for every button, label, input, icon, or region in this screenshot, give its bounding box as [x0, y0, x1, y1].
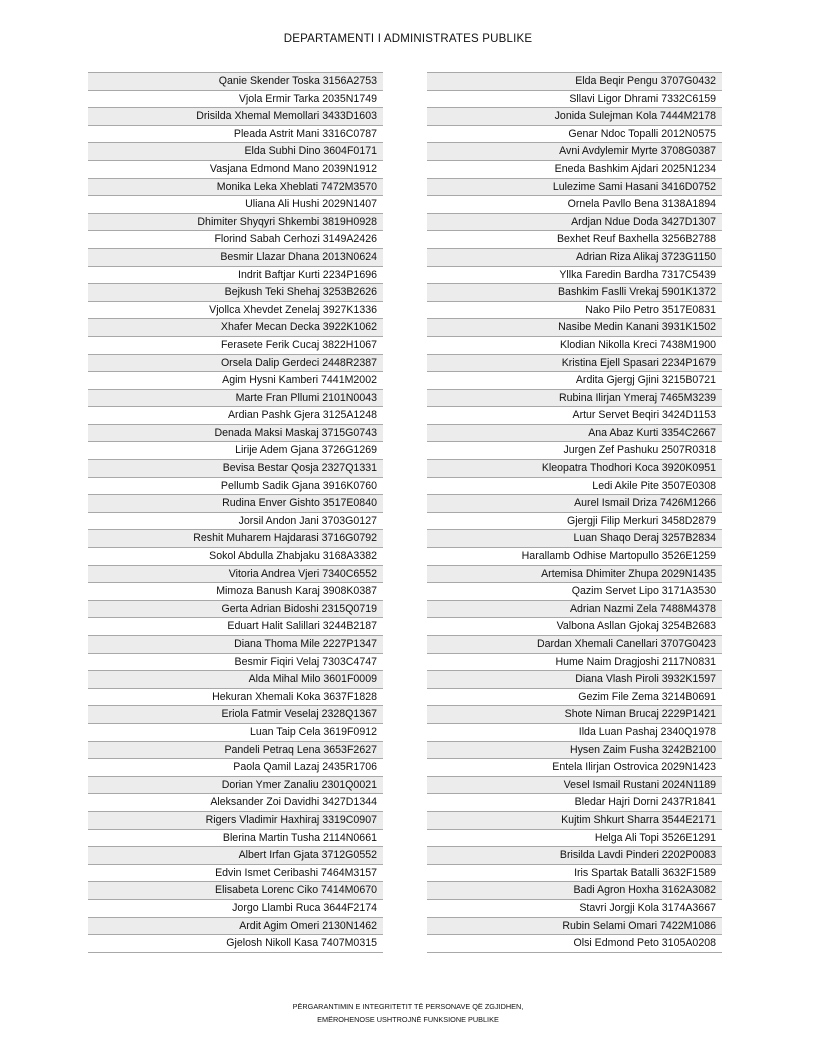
- list-item: Kujtim Shkurt Sharra 3544E2171: [427, 812, 722, 830]
- list-item: Bejkush Teki Shehaj 3253B2626: [88, 284, 383, 302]
- list-item: Diana Vlash Piroli 3932K1597: [427, 671, 722, 689]
- list-item: Dorian Ymer Zanaliu 2301Q0021: [88, 777, 383, 795]
- list-item: Vjola Ermir Tarka 2035N1749: [88, 91, 383, 109]
- list-item: Rigers Vladimir Haxhiraj 3319C0907: [88, 812, 383, 830]
- list-item: Gerta Adrian Bidoshi 2315Q0719: [88, 601, 383, 619]
- list-item: Bledar Hajri Dorni 2437R1841: [427, 794, 722, 812]
- list-item: Ardian Pashk Gjera 3125A1248: [88, 407, 383, 425]
- list-item: Ilda Luan Pashaj 2340Q1978: [427, 724, 722, 742]
- list-item: Ledi Akile Pite 3507E0308: [427, 478, 722, 496]
- list-item: Elda Beqir Pengu 3707G0432: [427, 72, 722, 91]
- list-item: Badi Agron Hoxha 3162A3082: [427, 882, 722, 900]
- list-item: Pleada Astrit Mani 3316C0787: [88, 126, 383, 144]
- list-item: Eduart Halit Salillari 3244B2187: [88, 618, 383, 636]
- left-name-list: [88, 72, 383, 953]
- list-item: Reshit Muharem Hajdarasi 3716G0792: [88, 530, 383, 548]
- list-item: Luan Shaqo Deraj 3257B2834: [427, 530, 722, 548]
- list-item: Adrian Riza Alikaj 3723G1150: [427, 249, 722, 267]
- list-item: Orsela Dalip Gerdeci 2448R2387: [88, 355, 383, 373]
- list-item: Bashkim Faslli Vrekaj 5901K1372: [427, 284, 722, 302]
- list-item: Vjollca Xhevdet Zenelaj 3927K1336: [88, 302, 383, 320]
- list-item: Valbona Asllan Gjokaj 3254B2683: [427, 618, 722, 636]
- list-item: Edvin Ismet Ceribashi 7464M3157: [88, 865, 383, 883]
- list-item: Sllavi Ligor Dhrami 7332C6159: [427, 91, 722, 109]
- list-item: Luan Taip Cela 3619F0912: [88, 724, 383, 742]
- list-item: Ardita Gjergj Gjini 3215B0721: [427, 372, 722, 390]
- list-item: Florind Sabah Cerhozi 3149A2426: [88, 231, 383, 249]
- list-item: Genar Ndoc Topalli 2012N0575: [427, 126, 722, 144]
- page-title: DEPARTAMENTI I ADMINISTRATES PUBLIKE: [283, 33, 533, 45]
- list-item: Hekuran Xhemali Koka 3637F1828: [88, 689, 383, 707]
- right-name-list: [427, 72, 722, 953]
- list-item: Dhimiter Shyqyri Shkembi 3819H0928: [88, 214, 383, 232]
- list-item: Dardan Xhemali Canellari 3707G0423: [427, 636, 722, 654]
- list-item: Aurel Ismail Driza 7426M1266: [427, 495, 722, 513]
- list-item: Entela Ilirjan Ostrovica 2029N1423: [427, 759, 722, 777]
- list-item: Artur Servet Beqiri 3424D1153: [427, 407, 722, 425]
- page-footer: [0, 1000, 816, 1026]
- list-item: Ornela Pavllo Bena 3138A1894: [427, 196, 722, 214]
- list-item: Jurgen Zef Pashuku 2507R0318: [427, 442, 722, 460]
- list-item: Vasjana Edmond Mano 2039N1912: [88, 161, 383, 179]
- list-item: Brisilda Lavdi Pinderi 2202P0083: [427, 847, 722, 865]
- list-item: Drisilda Xhemal Memollari 3433D1603: [88, 108, 383, 126]
- list-item: Klodian Nikolla Kreci 7438M1900: [427, 337, 722, 355]
- list-item: Qazim Servet Lipo 3171A3530: [427, 583, 722, 601]
- list-item: Elisabeta Lorenc Ciko 7414M0670: [88, 882, 383, 900]
- list-item: Stavri Jorgji Kola 3174A3667: [427, 900, 722, 918]
- list-item: Gjelosh Nikoll Kasa 7407M0315: [88, 935, 383, 953]
- list-item: Rubina Ilirjan Ymeraj 7465M3239: [427, 390, 722, 408]
- list-item: Marte Fran Pllumi 2101N0043: [88, 390, 383, 408]
- list-item: Shote Niman Brucaj 2229P1421: [427, 706, 722, 724]
- list-item: Hysen Zaim Fusha 3242B2100: [427, 742, 722, 760]
- list-item: Besmir Llazar Dhana 2013N0624: [88, 249, 383, 267]
- list-item: Indrit Baftjar Kurti 2234P1696: [88, 267, 383, 285]
- list-item: Hume Naim Dragjoshi 2117N0831: [427, 654, 722, 672]
- list-item: Rubin Selami Omari 7422M1086: [427, 918, 722, 936]
- list-item: Ferasete Ferik Cucaj 3822H1067: [88, 337, 383, 355]
- list-item: Ardjan Ndue Doda 3427D1307: [427, 214, 722, 232]
- list-item: Olsi Edmond Peto 3105A0208: [427, 935, 722, 953]
- list-item: Harallamb Odhise Martopullo 3526E1259: [427, 548, 722, 566]
- list-item: Bevisa Bestar Qosja 2327Q1331: [88, 460, 383, 478]
- list-item: Blerina Martin Tusha 2114N0661: [88, 830, 383, 848]
- list-item: Qanie Skender Toska 3156A2753: [88, 72, 383, 91]
- list-item: Jonida Sulejman Kola 7444M2178: [427, 108, 722, 126]
- list-item: Ana Abaz Kurti 3354C2667: [427, 425, 722, 443]
- footer-line-1: PËRGARANTIMIN E INTEGRITETIT TË PERSONAVE QË ZGJIDHEN,: [292, 1002, 524, 1011]
- list-item: Sokol Abdulla Zhabjaku 3168A3382: [88, 548, 383, 566]
- list-item: Vitoria Andrea Vjeri 7340C6552: [88, 566, 383, 584]
- list-item: Pandeli Petraq Lena 3653F2627: [88, 742, 383, 760]
- list-item: Besmir Fiqiri Velaj 7303C4747: [88, 654, 383, 672]
- list-item: Mimoza Banush Karaj 3908K0387: [88, 583, 383, 601]
- list-item: Jorgo Llambi Ruca 3644F2174: [88, 900, 383, 918]
- list-item: Avni Avdylemir Myrte 3708G0387: [427, 143, 722, 161]
- list-item: Jorsil Andon Jani 3703G0127: [88, 513, 383, 531]
- list-item: Kleopatra Thodhori Koca 3920K0951: [427, 460, 722, 478]
- list-item: Eneda Bashkim Ajdari 2025N1234: [427, 161, 722, 179]
- list-item: Agim Hysni Kamberi 7441M2002: [88, 372, 383, 390]
- list-item: Uliana Ali Hushi 2029N1407: [88, 196, 383, 214]
- list-item: Aleksander Zoi Davidhi 3427D1344: [88, 794, 383, 812]
- list-item: Gjergji Filip Merkuri 3458D2879: [427, 513, 722, 531]
- list-item: Elda Subhi Dino 3604F0171: [88, 143, 383, 161]
- list-item: Yllka Faredin Bardha 7317C5439: [427, 267, 722, 285]
- list-item: Ardit Agim Omeri 2130N1462: [88, 918, 383, 936]
- list-item: Helga Ali Topi 3526E1291: [427, 830, 722, 848]
- list-item: Lirije Adem Gjana 3726G1269: [88, 442, 383, 460]
- list-item: Vesel Ismail Rustani 2024N1189: [427, 777, 722, 795]
- list-item: Pellumb Sadik Gjana 3916K0760: [88, 478, 383, 496]
- list-item: Artemisa Dhimiter Zhupa 2029N1435: [427, 566, 722, 584]
- list-item: Denada Maksi Maskaj 3715G0743: [88, 425, 383, 443]
- list-item: Lulezime Sami Hasani 3416D0752: [427, 179, 722, 197]
- list-item: Paola Qamil Lazaj 2435R1706: [88, 759, 383, 777]
- list-item: Diana Thoma Mile 2227P1347: [88, 636, 383, 654]
- list-item: Nasibe Medin Kanani 3931K1502: [427, 319, 722, 337]
- list-item: Eriola Fatmir Veselaj 2328Q1367: [88, 706, 383, 724]
- list-item: Alda Mihal Milo 3601F0009: [88, 671, 383, 689]
- list-item: Monika Leka Xheblati 7472M3570: [88, 179, 383, 197]
- list-item: Gezim File Zema 3214B0691: [427, 689, 722, 707]
- list-item: Nako Pilo Petro 3517E0831: [427, 302, 722, 320]
- list-item: Albert Irfan Gjata 3712G0552: [88, 847, 383, 865]
- list-item: Bexhet Reuf Baxhella 3256B2788: [427, 231, 722, 249]
- list-item: Iris Spartak Batalli 3632F1589: [427, 865, 722, 883]
- list-item: Kristina Ejell Spasari 2234P1679: [427, 355, 722, 373]
- list-item: Xhafer Mecan Decka 3922K1062: [88, 319, 383, 337]
- list-item: Rudina Enver Gishto 3517E0840: [88, 495, 383, 513]
- footer-line-2: EMËROHENOSE USHTROJNË FUNKSIONE PUBLIKE: [317, 1015, 499, 1024]
- list-item: Adrian Nazmi Zela 7488M4378: [427, 601, 722, 619]
